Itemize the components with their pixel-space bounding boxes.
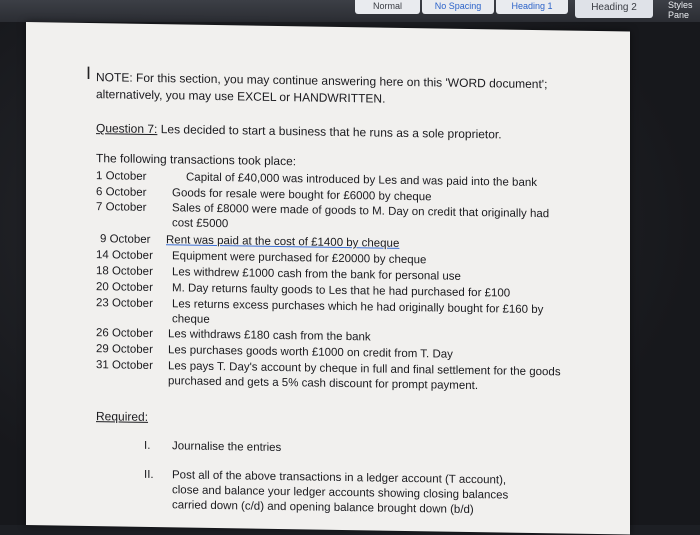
required-item-text: Post all of the above transactions in a ledger account (T account), close and balance your ledger accounts showing closing balances carried down (c/d) and opening balance brought down (b/d) — [172, 469, 509, 517]
document-page[interactable] — [26, 22, 630, 534]
transaction-text: Les withdraws £180 cash from the bank — [168, 328, 371, 344]
transaction-text: Capital of £40,000 was introduced by Les and was paid into the bank — [186, 171, 537, 190]
transaction-text: Rent was paid at the cost of £1400 by cheque — [166, 234, 400, 250]
transaction-date: 14 October — [96, 249, 153, 262]
transaction-text: Equipment were purchased for £20000 by cheque — [172, 250, 427, 267]
style-normal[interactable]: Normal — [355, 0, 420, 14]
transaction-text: Sales of £8000 were made of goods to M. Day on credit that originally had cost £5000 — [172, 202, 550, 231]
transaction-date: 20 October — [96, 281, 153, 294]
transaction-date: 7 October — [96, 201, 147, 214]
required-item-text: Journalise the entries — [172, 440, 282, 455]
transaction-date: 26 October — [96, 327, 153, 340]
styles-pane-button[interactable]: Styles Pane — [668, 0, 693, 20]
transaction-date: 31 October — [96, 359, 153, 372]
transaction-text: Goods for resale were bought for £6000 by cheque — [172, 187, 432, 204]
transaction-date: 6 October — [96, 186, 147, 199]
transaction-date: 1 October — [96, 170, 147, 183]
transaction-text: Les purchases goods worth £1000 on credit from T. Day — [168, 344, 453, 361]
transaction-text: Les withdrew £1000 cash from the bank for personal use — [172, 266, 461, 283]
question-heading — [96, 121, 502, 141]
transaction-date: 29 October — [96, 343, 153, 356]
style-heading-1[interactable]: Heading 1 — [496, 0, 568, 14]
transactions-intro: The following transactions took place: — [96, 151, 297, 169]
transaction-text: M. Day returns faulty goods to Les that he had purchased for £100 — [172, 282, 511, 300]
transaction-text: Les pays T. Day's account by cheque in full and final settlement for the goods purchased and gets a 5% cash discount for prompt payment. — [168, 360, 561, 393]
transaction-date: 9 October — [100, 233, 151, 246]
required-item-number: I. — [144, 439, 151, 452]
required-item — [144, 439, 544, 461]
transaction-text: Les returns excess purchases which he had originally bought for £160 by cheque — [172, 298, 544, 326]
text-cursor-icon: I — [86, 62, 92, 84]
required-heading: Required: — [96, 409, 149, 424]
style-gallery-ribbon — [0, 0, 700, 22]
question-label: Question 7: — [96, 121, 158, 137]
note-paragraph: NOTE: For this section, you may continue answering here on this 'WORD document'; alternatively, you may use EXCEL or HANDWRITTEN. — [96, 70, 548, 106]
transaction-date: 23 October — [96, 297, 153, 310]
required-item-number: II. — [144, 468, 154, 482]
transaction-row — [96, 358, 576, 396]
style-no-spacing[interactable]: No Spacing — [422, 0, 494, 14]
question-text: Les decided to start a business that he runs as a sole proprietor. — [160, 122, 502, 142]
transaction-date: 18 October — [96, 265, 153, 278]
required-item — [144, 468, 544, 522]
style-heading-2[interactable]: Heading 2 — [575, 0, 653, 18]
